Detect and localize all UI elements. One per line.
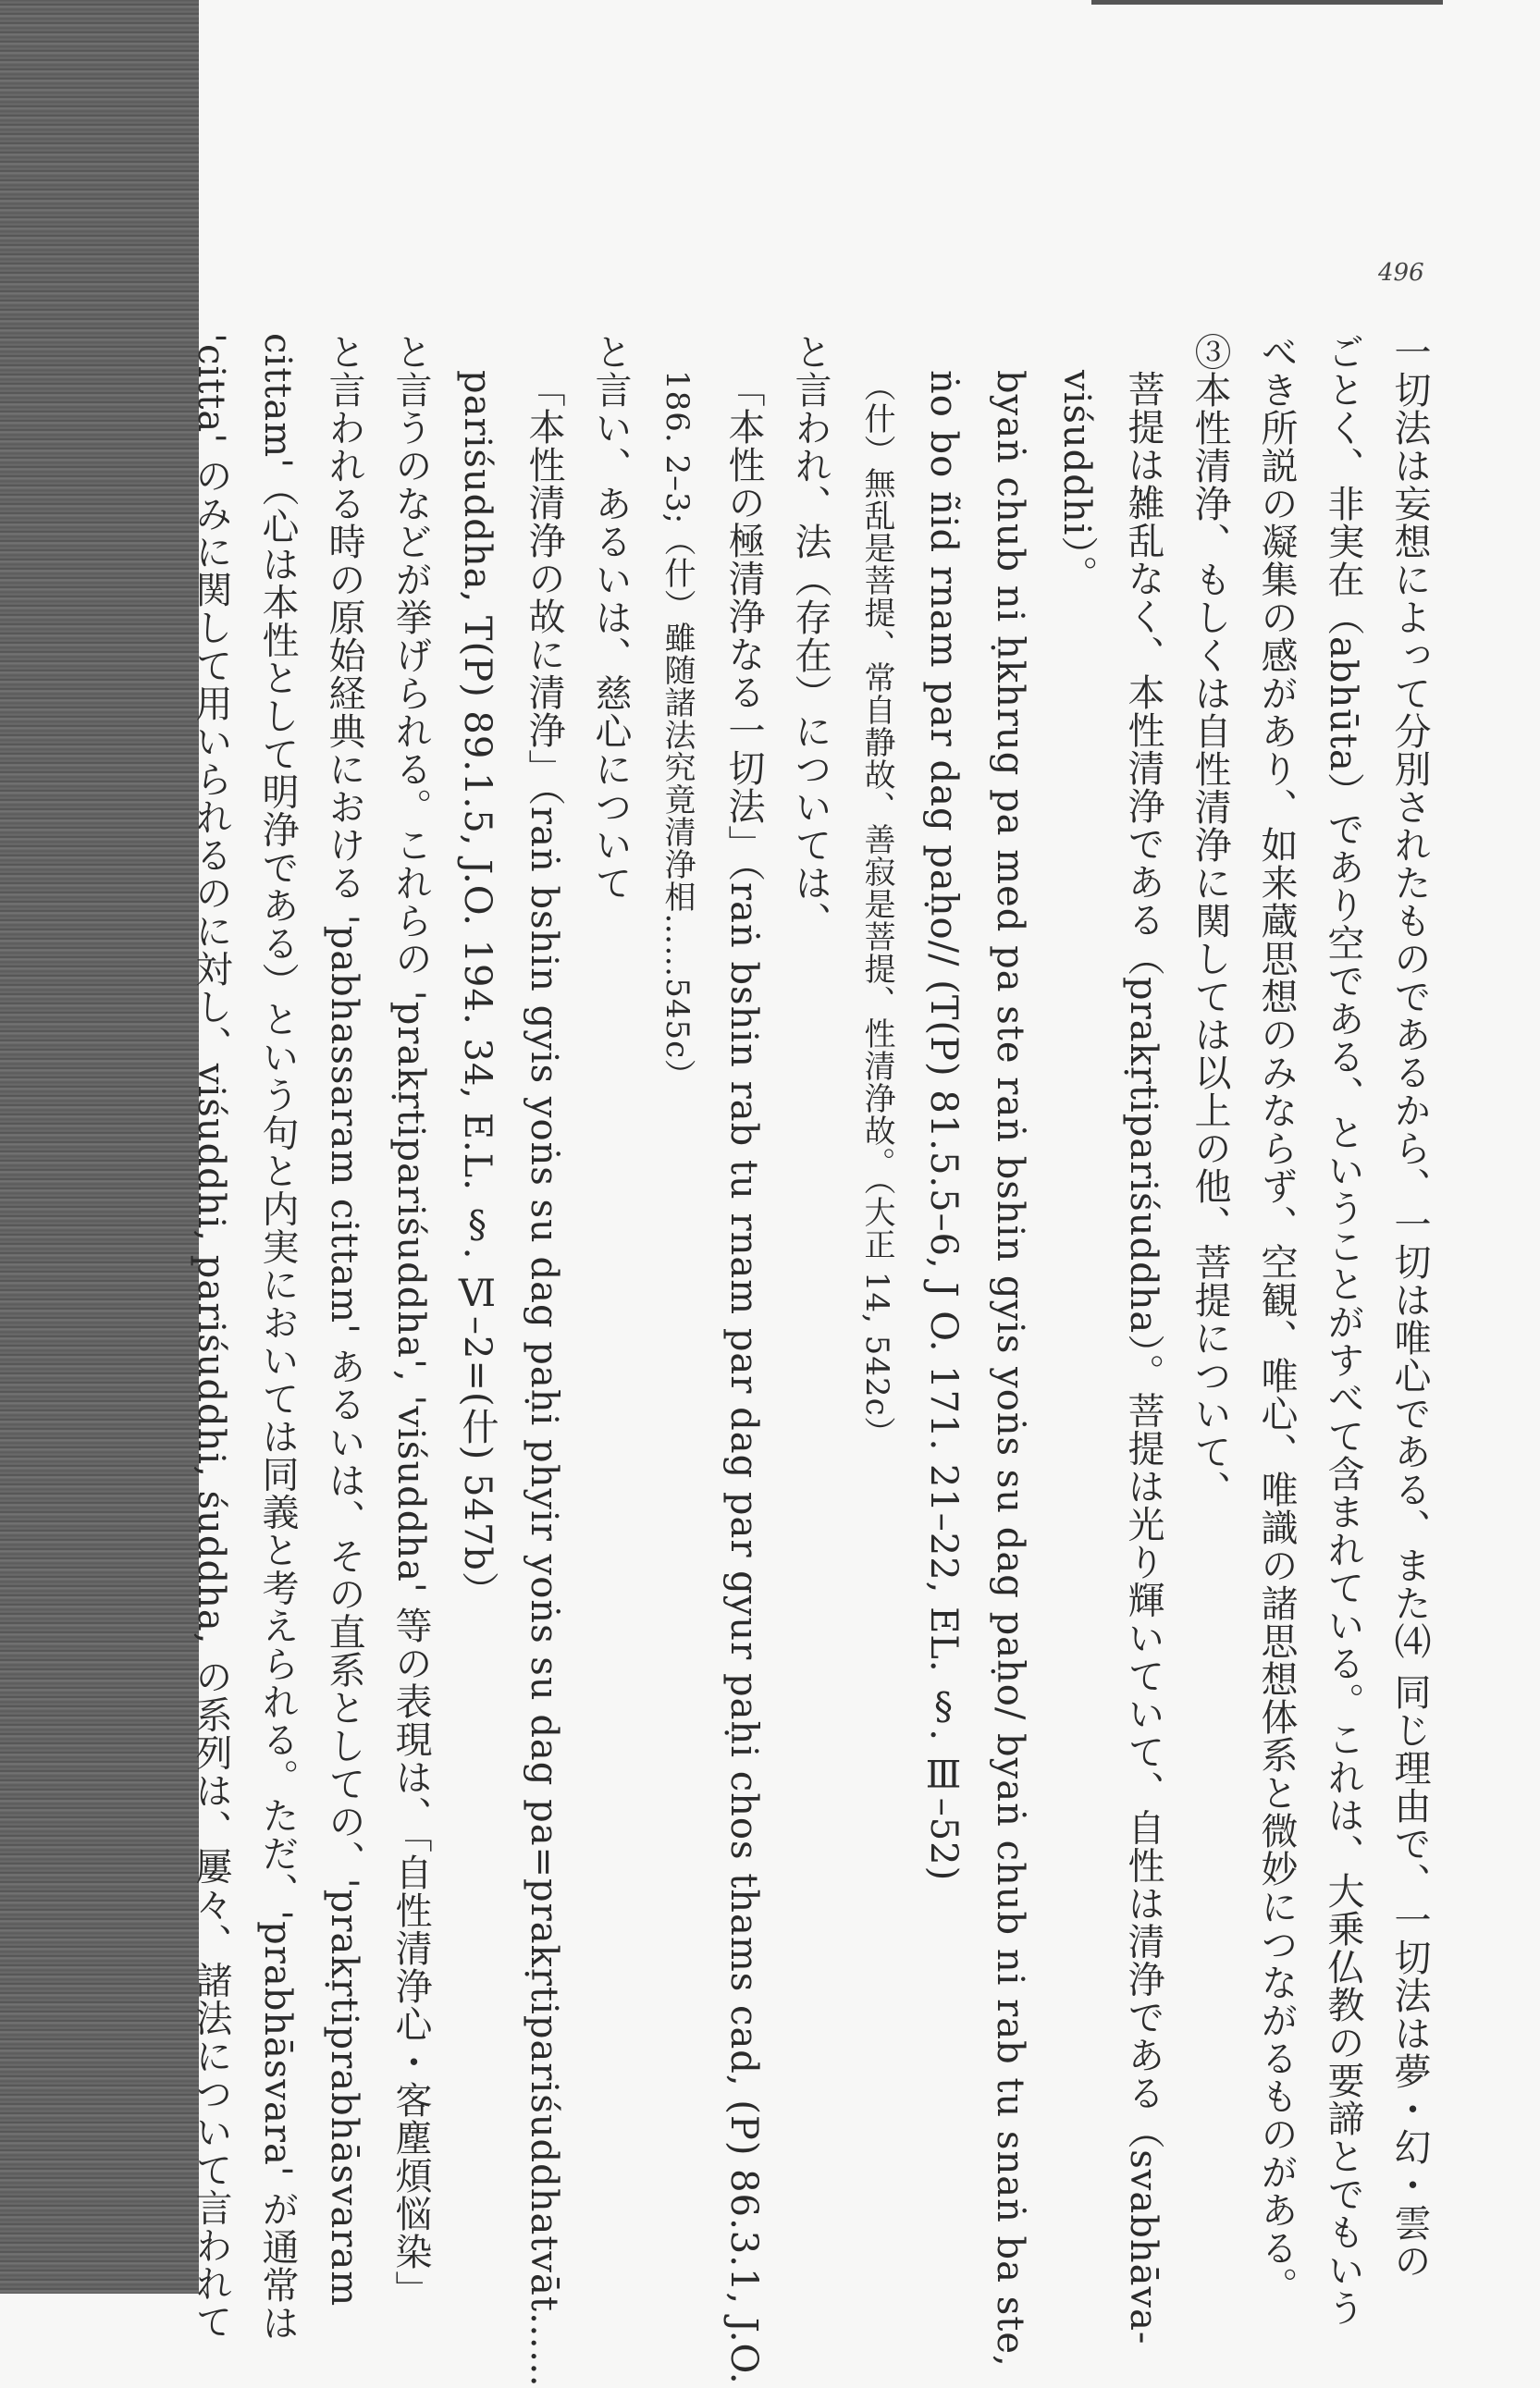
text-line: 一切法は妄想によって分別されたものであるから、一切は唯心である、また⑷ 同じ理由で、一切法は夢・幻・雲の — [1388, 333, 1431, 2280]
text-line: ③本性清浄、もしくは自性清浄に関しては以上の他、菩提について、 — [1189, 333, 1231, 1508]
text-line: cittam'（心は本性として明浄である）という句と内実においては同義と考えられる。ただ、'prabhāsvara' が通常は — [256, 333, 299, 2342]
text-line: と言われる時の原始経典における 'pabhassaram cittam' あるいは、その直系としての、'prakṛtiprabhāsvaram — [323, 333, 365, 2308]
text-line: pariśuddha, T(P) 89.1.5, J.O. 194. 34, E.L. §. Ⅵ–2=(什) 547b） — [456, 370, 499, 1609]
text-line: ṅo bo ñid rnam par dag paḥo// (T(P) 81.5.5–6, J O. 171. 21–22, EL. §. Ⅲ–52) — [922, 370, 965, 1882]
text-line: 「本性の極清浄なる一切法」（raṅ bshin rab tu rnam par dag par gyur paḥi chos thams cad, (P) 86.3.1, J.O. — [722, 370, 765, 2385]
vertical-text-body — [190, 333, 1443, 2388]
scan-gutter-shadow — [0, 0, 199, 2294]
text-line: と言われ、法（存在）については、 — [789, 333, 832, 940]
page-number: 496 — [1378, 259, 1424, 287]
text-line: viśuddhi）。 — [1055, 370, 1098, 594]
text-line: べき所説の凝集の感があり、如来蔵思想のみならず、空観、唯心、唯識の諸思想体系と微妙につながるものがある。 — [1255, 333, 1298, 2305]
scan-top-rule — [1091, 0, 1443, 5]
text-line: と言うのなどが挙げられる。これらの 'prakṛtipariśuddha', 'viśuddha' 等の表現は、「自性清浄心・客塵煩悩染」 — [389, 333, 432, 2308]
text-line: 「本性清浄の故に清浄」（raṅ bshin gyis yoṅs su dag paḥi phyir yoṅs su dag pa=prakṛtipariśuddhatvāt…… — [523, 370, 565, 2388]
text-line: 'citta' のみに関して用いられるのに対し、viśuddhi, pariśuddhi, śuddha, の系列は、屢々、諸法について言われて — [190, 333, 232, 2341]
text-line: と言い、あるいは、慈心について — [589, 333, 632, 902]
text-line: 186. 2–3;（什）雖随諸法究竟清浄相……545c） — [659, 370, 696, 1092]
text-line: 菩提は雑乱なく、本性清浄である（prakṛtipariśuddha）。菩提は光り輝いていて、自性は清浄である（svabhāva- — [1122, 370, 1164, 2345]
text-line: （什）無乱是菩提、常自静故、善寂是菩提、性清浄故。（大正 14, 542c） — [858, 370, 895, 1449]
text-line: ごとく、非実在（abhūta）であり空である、ということがすべて含まれている。これは、大乗仏教の要諦とでもいう — [1322, 333, 1364, 2327]
text-line: byaṅ chub ni ḥkhrug pa med pa ste raṅ bshin gyis yoṅs su dag paḥo/ byaṅ chub ni rab tu snaṅ ba ste, — [989, 370, 1031, 2368]
